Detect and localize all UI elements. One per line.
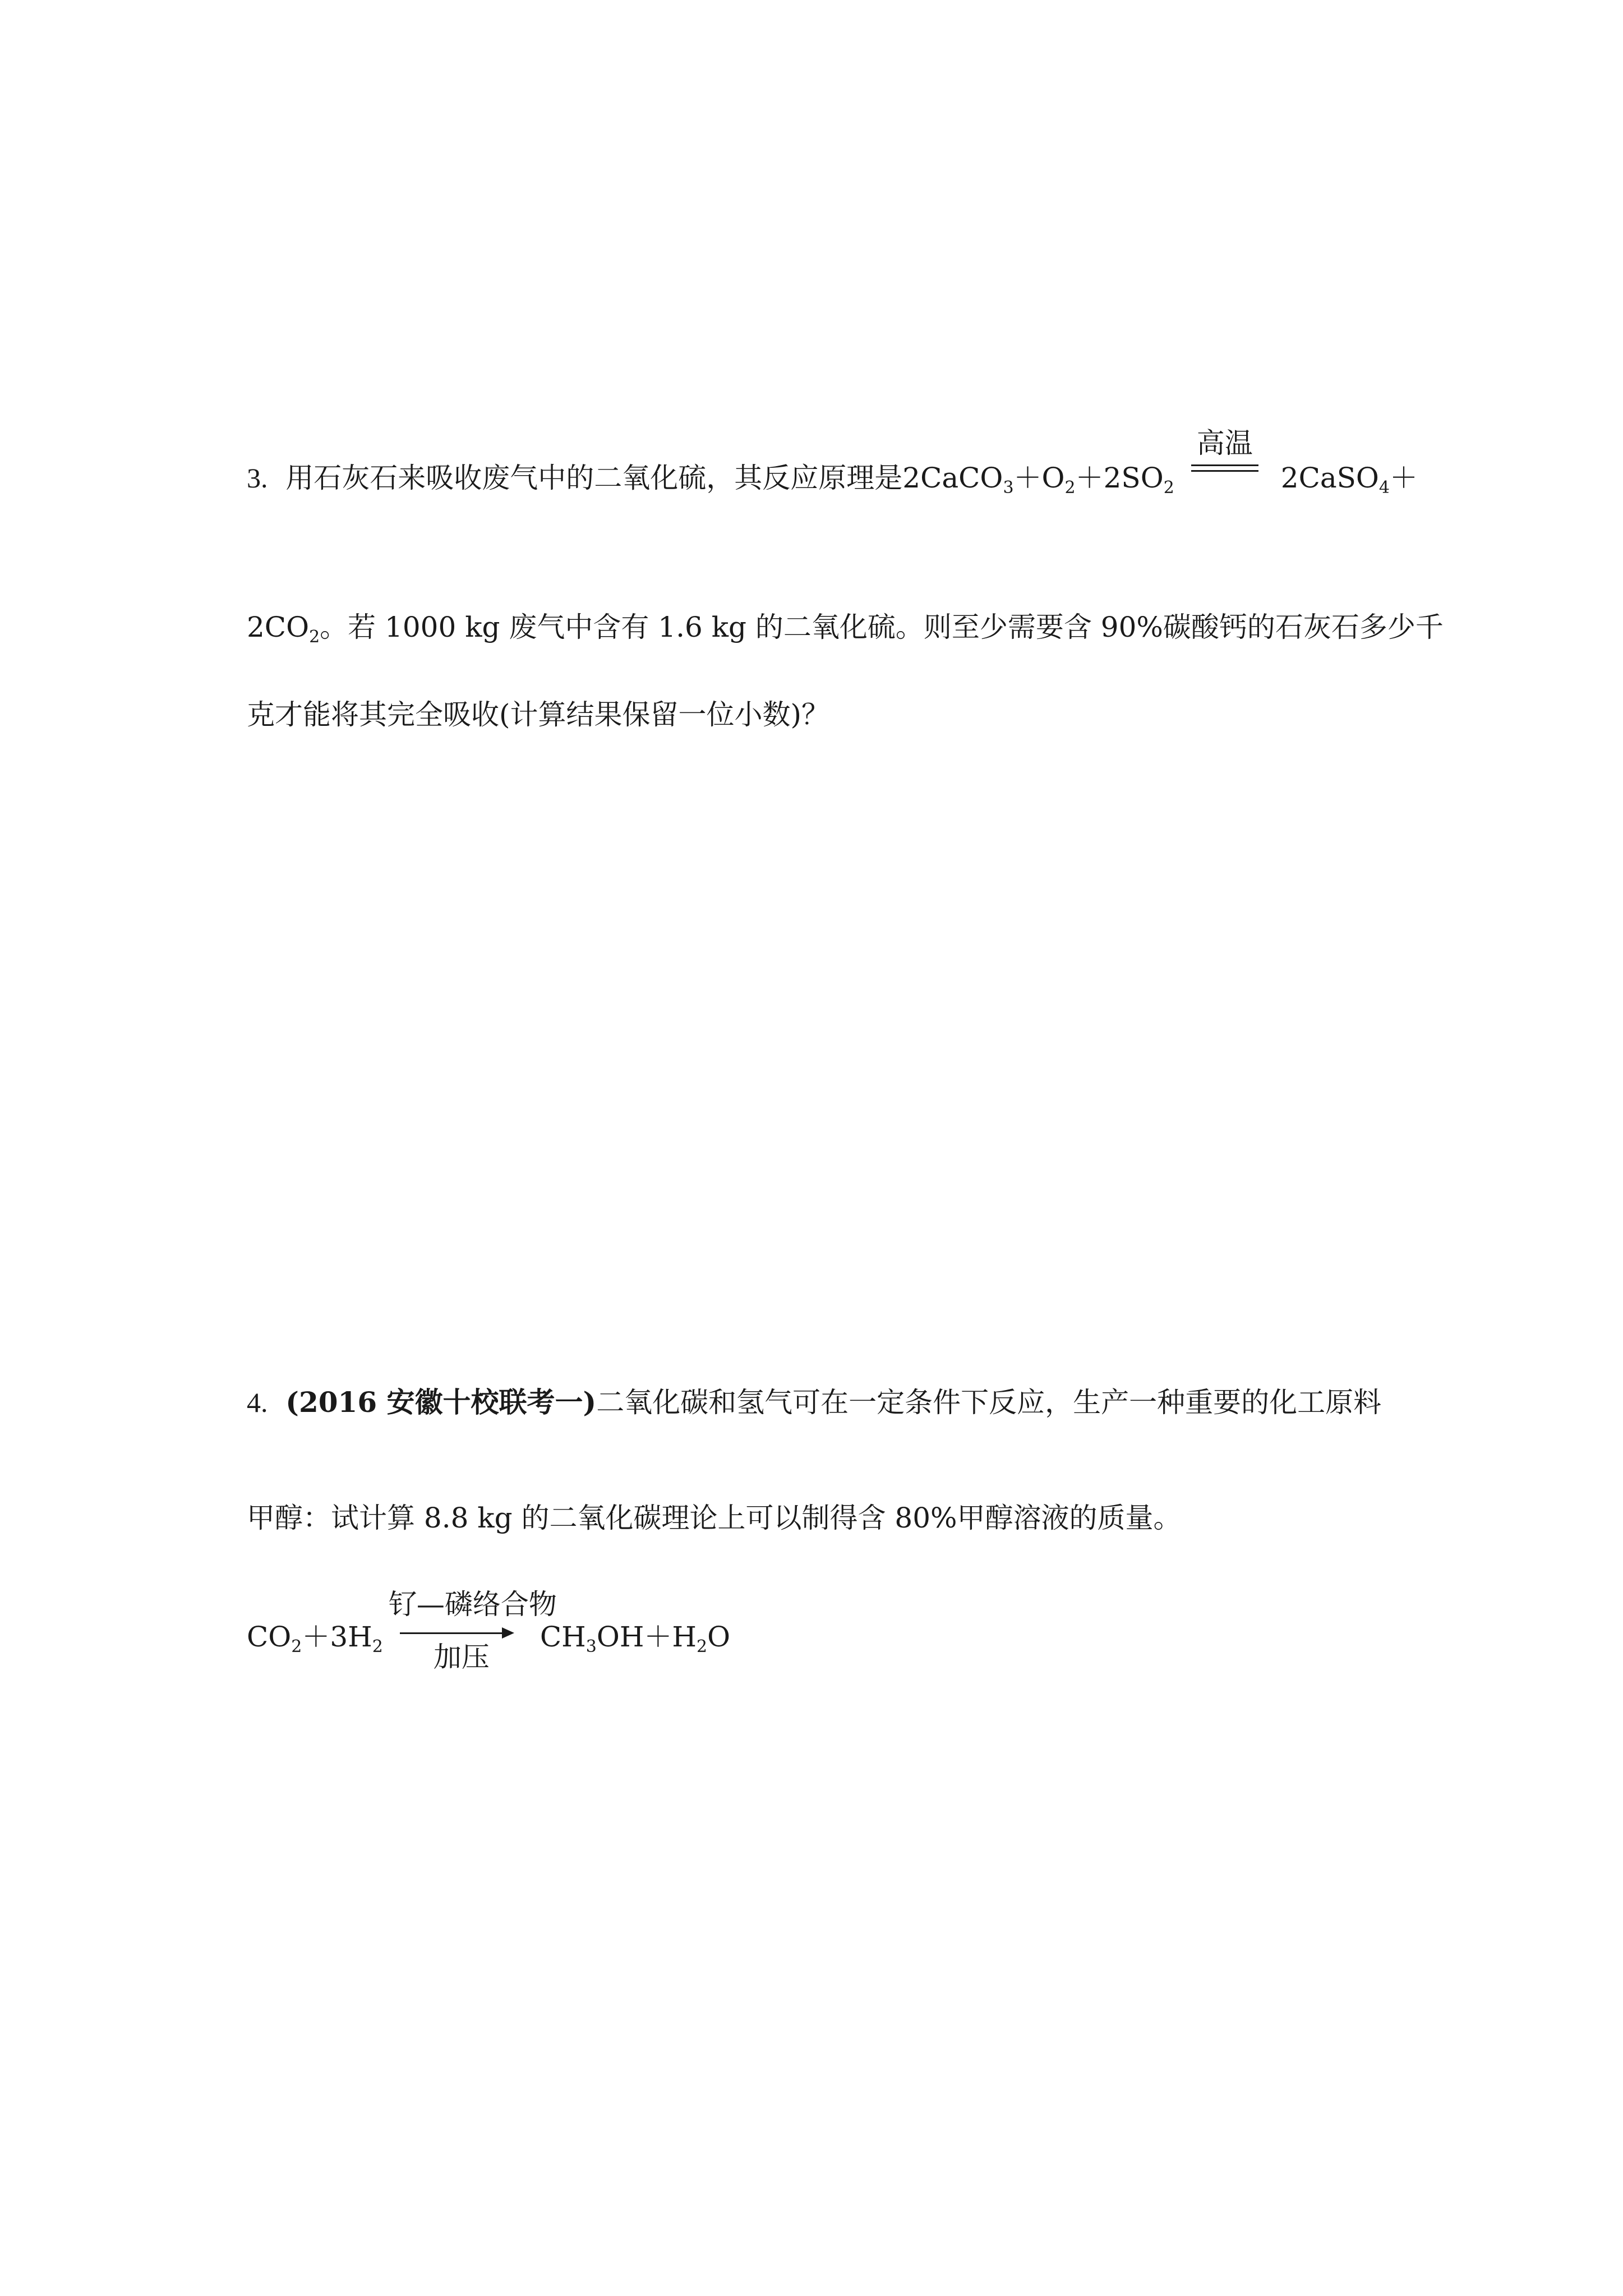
q3-reaction-sign	[1191, 427, 1258, 495]
q3-question-text: 。若 1000 kg 废气中含有 1.6 kg 的二氧化硫。则至少需要含 90%碳酸钙的石灰石多少千	[320, 611, 1444, 643]
q4-products: $CH_3OH+H_2O$	[540, 1621, 731, 1657]
q4-source: (2016 安徽十校联考一)	[285, 1386, 597, 1419]
q3-reactant-so2: $+2SO_2$	[1075, 462, 1174, 498]
q3-question-text-end: 克才能将其完全吸收(计算结果保留一位小数)？	[247, 698, 830, 731]
q4-equation	[247, 1588, 731, 1673]
q3-intro-text: 用石灰石来吸收废气中的二氧化硫，其反应原理是	[285, 462, 903, 494]
q3-line-3	[247, 698, 829, 731]
q4-reactant-h2: $+3H_2$	[302, 1621, 383, 1657]
q3-line-1	[247, 427, 1418, 498]
q4-condition-catalyst: 钌—磷络合物	[388, 1588, 557, 1621]
q4-condition-pressure: 加压	[433, 1641, 490, 1673]
q4-number: 4.	[247, 1387, 268, 1418]
arrow-right-icon	[502, 1627, 514, 1639]
q3-reactant-o2: $+O_2$	[1013, 462, 1076, 498]
q4-line-1	[247, 1386, 1381, 1419]
q3-product-caso4: 2CaSO$_4$＋	[1280, 462, 1418, 498]
q3-product-co2: $2CO_2$	[247, 611, 320, 647]
q4-reactant-co2: $CO_2$	[247, 1621, 302, 1657]
q4-line-2	[247, 1501, 1182, 1535]
q3-condition-high-temp: 高温	[1196, 427, 1253, 459]
q3-line-2	[247, 610, 1444, 647]
q4-intro-text: 二氧化碳和氢气可在一定条件下反应，生产一种重要的化工原料	[596, 1386, 1382, 1419]
q3-reactant-caco3: 2CaCO$_3$	[902, 462, 1014, 498]
q3-number: 3.	[247, 462, 268, 494]
q4-question-text: 甲醇：试计算 8.8 kg 的二氧化碳理论上可以制得含 80%甲醇溶液的质量。	[247, 1502, 1182, 1534]
q4-reaction-arrow	[388, 1588, 557, 1673]
